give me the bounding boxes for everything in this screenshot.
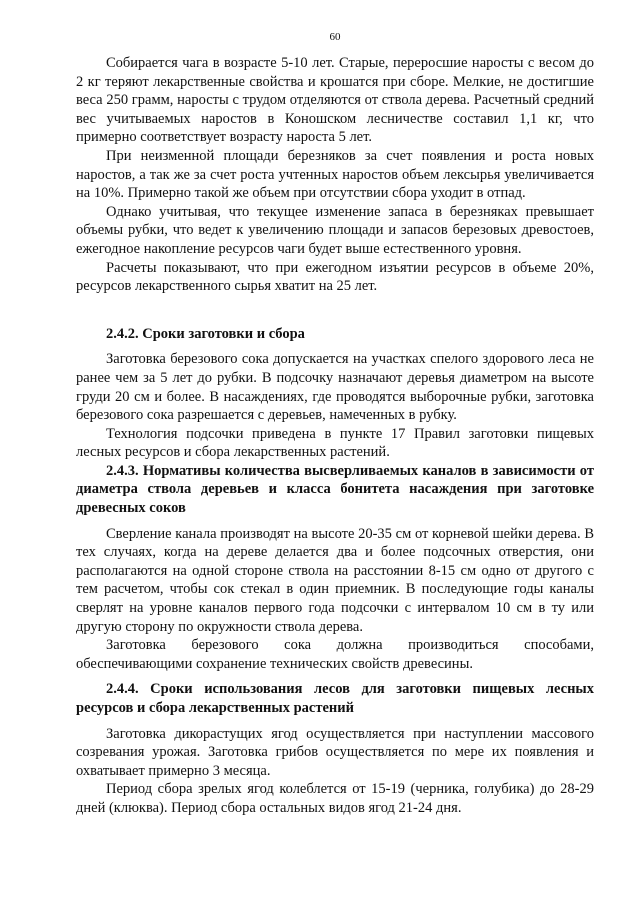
section-heading-2-4-3: 2.4.3. Нормативы количества высверливаемых каналов в зависимости от диаметра ствола деревьев и класса бонитета насаждения при заготовке древесных соков: [76, 462, 594, 517]
paragraph-chaga-volume: При неизменной площади березняков за счет появления и роста новых наростов, а так же за счет роста учтенных наростов объем лексырья увеличивается на 10%. Примерно такой же объем при отсутствии сбора уходит в отпад.: [76, 147, 594, 202]
paragraph-chaga-calculation: Расчеты показывают, что при ежегодном изъятии ресурсов в объеме 20%, ресурсов лекарственного сырья хватит на 25 лет.: [76, 259, 594, 295]
paragraph-tapping-technology: Технология подсочки приведена в пункте 17 Правил заготовки пищевых лесных ресурсов и сбора лекарственных растений.: [76, 425, 594, 461]
section-heading-2-4-4: 2.4.4. Сроки использования лесов для заготовки пищевых лесных ресурсов и сбора лекарственных растений: [76, 681, 594, 716]
heading-spacer: [76, 343, 594, 350]
section-spacer: [76, 296, 594, 325]
paragraph-chaga-age: Собирается чага в возрасте 5-10 лет. Старые, переросшие наросты с весом до 2 кг теряют лекарственные свойства и крошатся при сборе. Мелкие, не достигшие веса 250 грамм, наросты с трудом отделяются от ствола дерева. Расчетный средний вес учитываемых наростов в Коношском лесничестве составил 1,1 кг, что примерно соответствует возрасту нароста 5 лет.: [76, 55, 594, 146]
section-spacer: [76, 673, 594, 680]
paragraph-drilling-channels: Сверление канала производят на высоте 20-35 см от корневой шейки дерева. В тех случаях, когда на дереве делается два и более подсочных отверстия, они располагаются на одной стороне ствола на расстоянии 8-15 см одно от другого с тем расчетом, чтобы сок стекал в один приемник. В последующие годы каналы сверлят на уровне каналов первого года подсочки с интервалом 10 см в ту или другую сторону по окружности ствола дерева.: [76, 525, 594, 635]
paragraph-berry-mushroom-harvest: Заготовка дикорастущих ягод осуществляется при наступлении массового созревания урожая. Заготовка грибов осуществляется по мере их появления и охватывает примерно 3 месяца.: [76, 725, 594, 779]
page-number: 60: [329, 31, 341, 43]
paragraph-berry-period: Период сбора зрелых ягод колеблется от 15-19 (черника, голубика) до 28-29 дней (клюква). Период сбора остальных видов ягод 21-24 дня.: [76, 781, 594, 816]
paragraph-sap-harvest: Заготовка березового сока допускается на участках спелого здорового леса не ранее чем за 5 лет до рубки. В подсочку назначают деревья диаметром на высоте груди 20 см и более. В насаждениях, где проводятся выборочные рубки, заготовка березового сока разрешается с деревьев, намеченных в рубку.: [76, 351, 594, 424]
heading-spacer: [76, 518, 594, 525]
heading-spacer: [76, 718, 594, 725]
section-heading-2-4-2: 2.4.2. Сроки заготовки и сбора: [106, 325, 305, 342]
paragraph-wood-preservation: Заготовка березового сока должна производиться способами, обеспечивающими сохранение технических свойств древесины.: [76, 637, 594, 672]
paragraph-chaga-accumulation: Однако учитывая, что текущее изменение запаса в березняках превышает объемы рубки, что ведет к увеличению площади и запасов березовых древостоев, ежегодное накопление ресурсов чаги будет выше естественного уровня.: [76, 203, 594, 257]
